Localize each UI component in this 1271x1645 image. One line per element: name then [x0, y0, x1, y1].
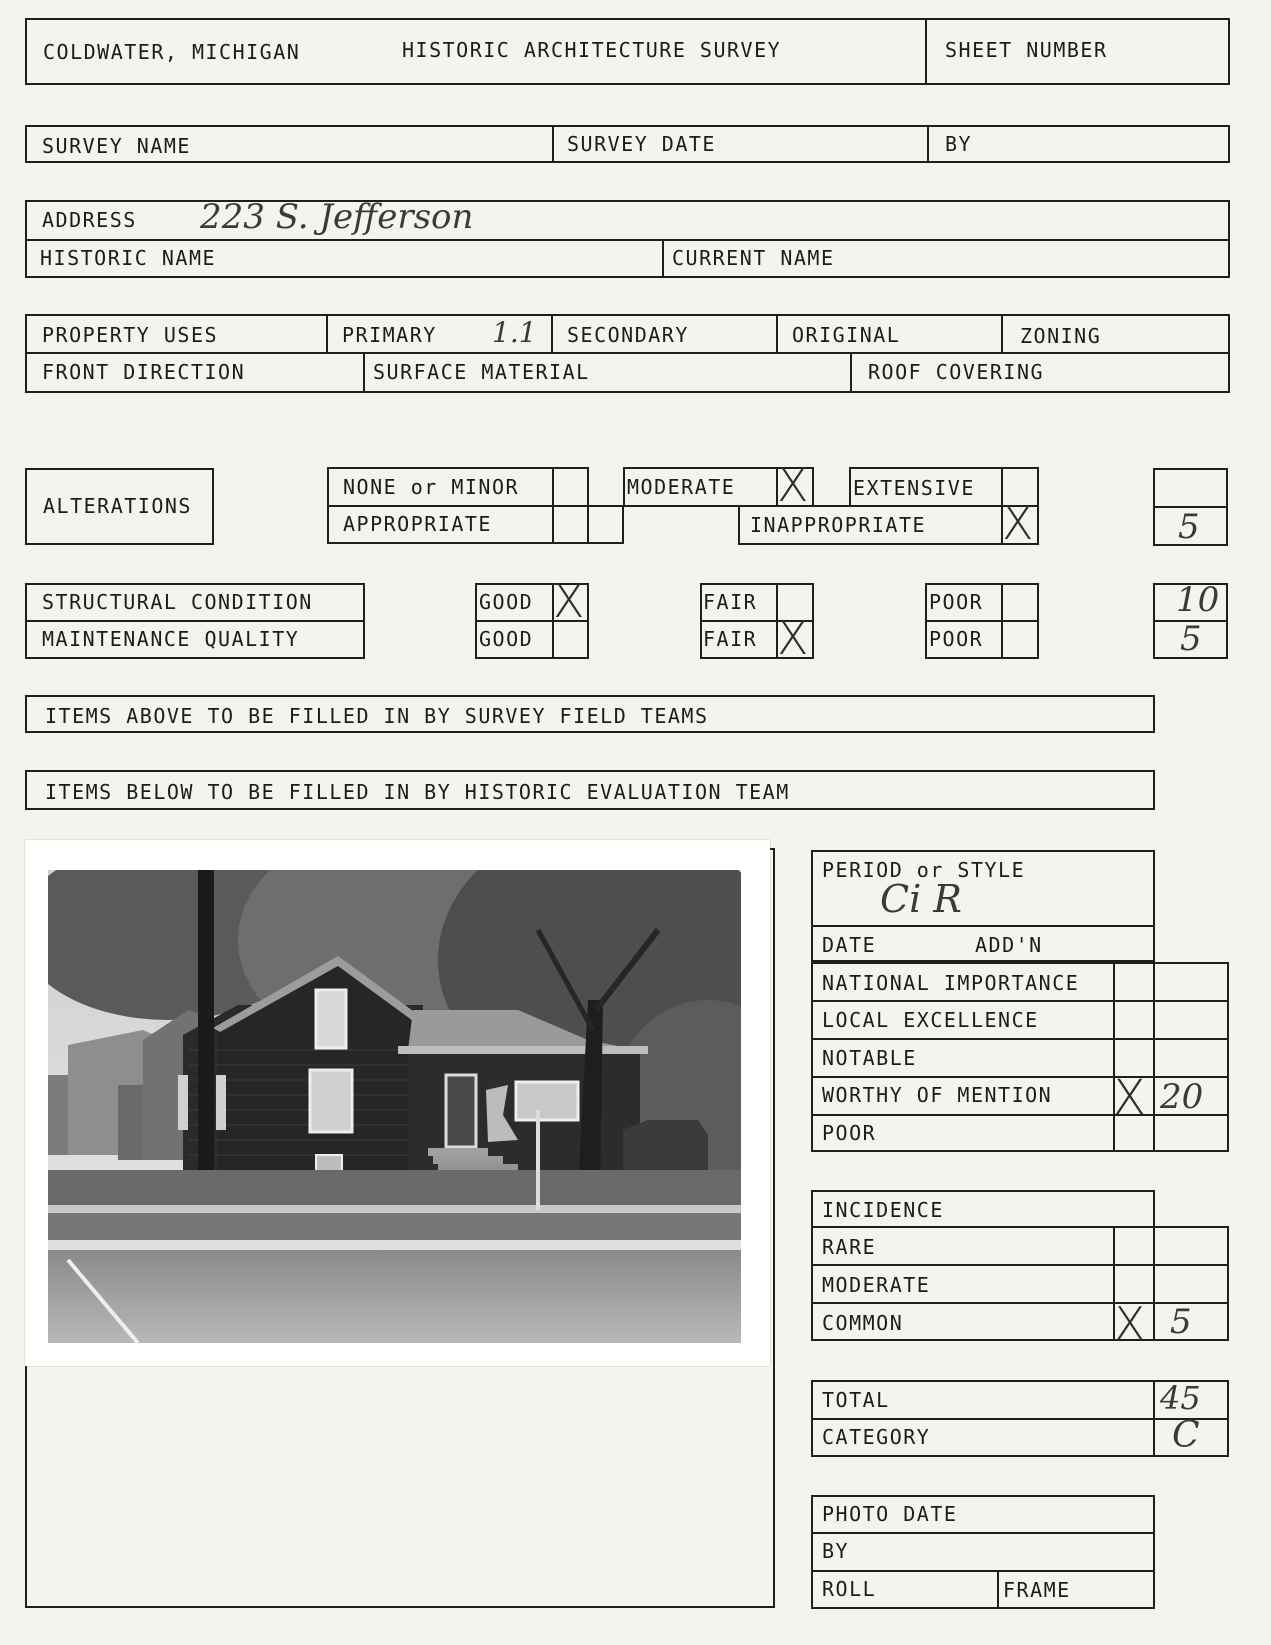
maintenance-poor-label: POOR — [929, 627, 984, 651]
historic-name-label: HISTORIC NAME — [40, 246, 217, 270]
current-name-label: CURRENT NAME — [672, 246, 835, 270]
inc-div-1 — [811, 1264, 1229, 1266]
alterations-score: 5 — [1178, 507, 1200, 547]
survey-divider-1 — [552, 125, 554, 163]
note-above: ITEMS ABOVE TO BE FILLED IN BY SURVEY FIELD TEAMS — [45, 704, 709, 728]
maintenance-good-label: GOOD — [479, 627, 534, 651]
survey-name-label: SURVEY NAME — [42, 134, 191, 158]
imp-div-2 — [811, 1038, 1229, 1040]
roll-frame-div — [997, 1570, 999, 1609]
inappropriate-label: INAPPROPRIATE — [750, 513, 927, 537]
photo-by-label: BY — [822, 1539, 850, 1563]
structural-good-label: GOOD — [479, 590, 534, 614]
period-style-value: Ci R — [880, 877, 962, 921]
notable-label: NOTABLE — [822, 1046, 917, 1070]
header-divider — [925, 18, 927, 85]
common-score: 5 — [1170, 1302, 1192, 1342]
poor-row-div — [925, 620, 1039, 622]
worthy-of-mention-label: WORTHY OF MENTION — [822, 1083, 1053, 1107]
category-value: C — [1172, 1415, 1200, 1456]
worthy-checkmark[interactable]: X — [1113, 1070, 1146, 1126]
moderate-incidence-label: MODERATE — [822, 1273, 931, 1297]
roll-label: ROLL — [822, 1577, 877, 1601]
common-label: COMMON — [822, 1311, 904, 1335]
property-row-divider — [25, 352, 1230, 354]
house-photo — [48, 870, 741, 1343]
date-label: DATE — [822, 933, 877, 957]
structural-poor-label: POOR — [929, 590, 984, 614]
frame-label: FRAME — [1003, 1578, 1071, 1602]
alterations-label: ALTERATIONS — [43, 494, 192, 518]
sheet-number-label: SHEET NUMBER — [945, 38, 1108, 62]
local-excellence-label: LOCAL EXCELLENCE — [822, 1008, 1039, 1032]
moderate-label: MODERATE — [627, 475, 736, 499]
survey-divider-2 — [927, 125, 929, 163]
primary-value: 1.1 — [492, 316, 537, 349]
total-row-div — [811, 1418, 1229, 1420]
property-div-2 — [551, 314, 553, 353]
national-importance-label: NATIONAL IMPORTANCE — [822, 971, 1080, 995]
inc-score-div — [1153, 1226, 1155, 1341]
maintenance-score: 5 — [1180, 619, 1202, 659]
structural-fair-label: FAIR — [703, 590, 758, 614]
front-direction-label: FRONT DIRECTION — [42, 360, 246, 384]
structural-good-checkmark[interactable]: X — [553, 574, 585, 628]
addn-label: ADD'N — [975, 933, 1043, 957]
moderate-checkmark[interactable]: X — [777, 458, 809, 512]
period-row-div — [811, 925, 1155, 927]
property-div-6 — [850, 352, 852, 393]
maintenance-quality-label: MAINTENANCE QUALITY — [42, 627, 300, 651]
note-below: ITEMS BELOW TO BE FILLED IN BY HISTORIC EVALUATION TEAM — [45, 780, 790, 804]
period-style-label: PERIOD or STYLE — [822, 858, 1026, 882]
imp-score-div — [1153, 962, 1155, 1152]
photo-info-div-2 — [811, 1570, 1155, 1572]
inappropriate-checkmark[interactable]: X — [1002, 496, 1034, 550]
address-label: ADDRESS — [42, 208, 137, 232]
secondary-label: SECONDARY — [567, 323, 689, 347]
city-label: COLDWATER, MICHIGAN — [43, 40, 301, 64]
total-value: 45 — [1160, 1379, 1201, 1417]
alt-left-row-div — [327, 505, 589, 507]
house-photo-image — [48, 870, 741, 1343]
form-title: HISTORIC ARCHITECTURE SURVEY — [402, 38, 782, 62]
structural-condition-label: STRUCTURAL CONDITION — [42, 590, 313, 614]
worthy-score: 20 — [1160, 1077, 1204, 1117]
extensive-label: EXTENSIVE — [853, 476, 975, 500]
property-uses-label: PROPERTY USES — [42, 323, 219, 347]
primary-label: PRIMARY — [342, 323, 437, 347]
maintenance-fair-label: FAIR — [703, 627, 758, 651]
property-div-4 — [1001, 314, 1003, 353]
structural-score: 10 — [1176, 580, 1220, 620]
rare-label: RARE — [822, 1235, 877, 1259]
appropriate-label: APPROPRIATE — [343, 512, 492, 536]
category-label: CATEGORY — [822, 1425, 931, 1449]
photo-info-div-1 — [811, 1532, 1155, 1534]
maintenance-fair-checkmark[interactable]: X — [777, 611, 809, 665]
appropriate-checkbox[interactable] — [552, 505, 624, 544]
photo-date-label: PHOTO DATE — [822, 1502, 958, 1526]
survey-by-label: BY — [945, 132, 973, 156]
surface-material-label: SURFACE MATERIAL — [373, 360, 590, 384]
property-div-1 — [326, 314, 328, 353]
total-score-div — [1153, 1380, 1155, 1457]
none-minor-label: NONE or MINOR — [343, 475, 520, 499]
zoning-label: ZONING — [1020, 324, 1102, 348]
roof-covering-label: ROOF COVERING — [868, 360, 1045, 384]
original-label: ORIGINAL — [792, 323, 901, 347]
inc-div-2 — [811, 1302, 1229, 1304]
poor-check-div — [1001, 583, 1003, 659]
address-row-divider — [25, 239, 1230, 241]
poor-importance-label: POOR — [822, 1121, 877, 1145]
imp-div-1 — [811, 1000, 1229, 1002]
property-div-3 — [776, 314, 778, 353]
common-checkmark[interactable]: X — [1114, 1297, 1146, 1351]
property-div-5 — [363, 352, 365, 393]
total-label: TOTAL — [822, 1388, 890, 1412]
survey-date-label: SURVEY DATE — [567, 132, 716, 156]
address-value: 223 S. Jefferson — [200, 197, 474, 237]
incidence-label: INCIDENCE — [822, 1198, 944, 1222]
none-minor-checkbox[interactable] — [552, 467, 589, 505]
name-divider — [662, 239, 664, 278]
condition-row-div — [25, 620, 365, 622]
